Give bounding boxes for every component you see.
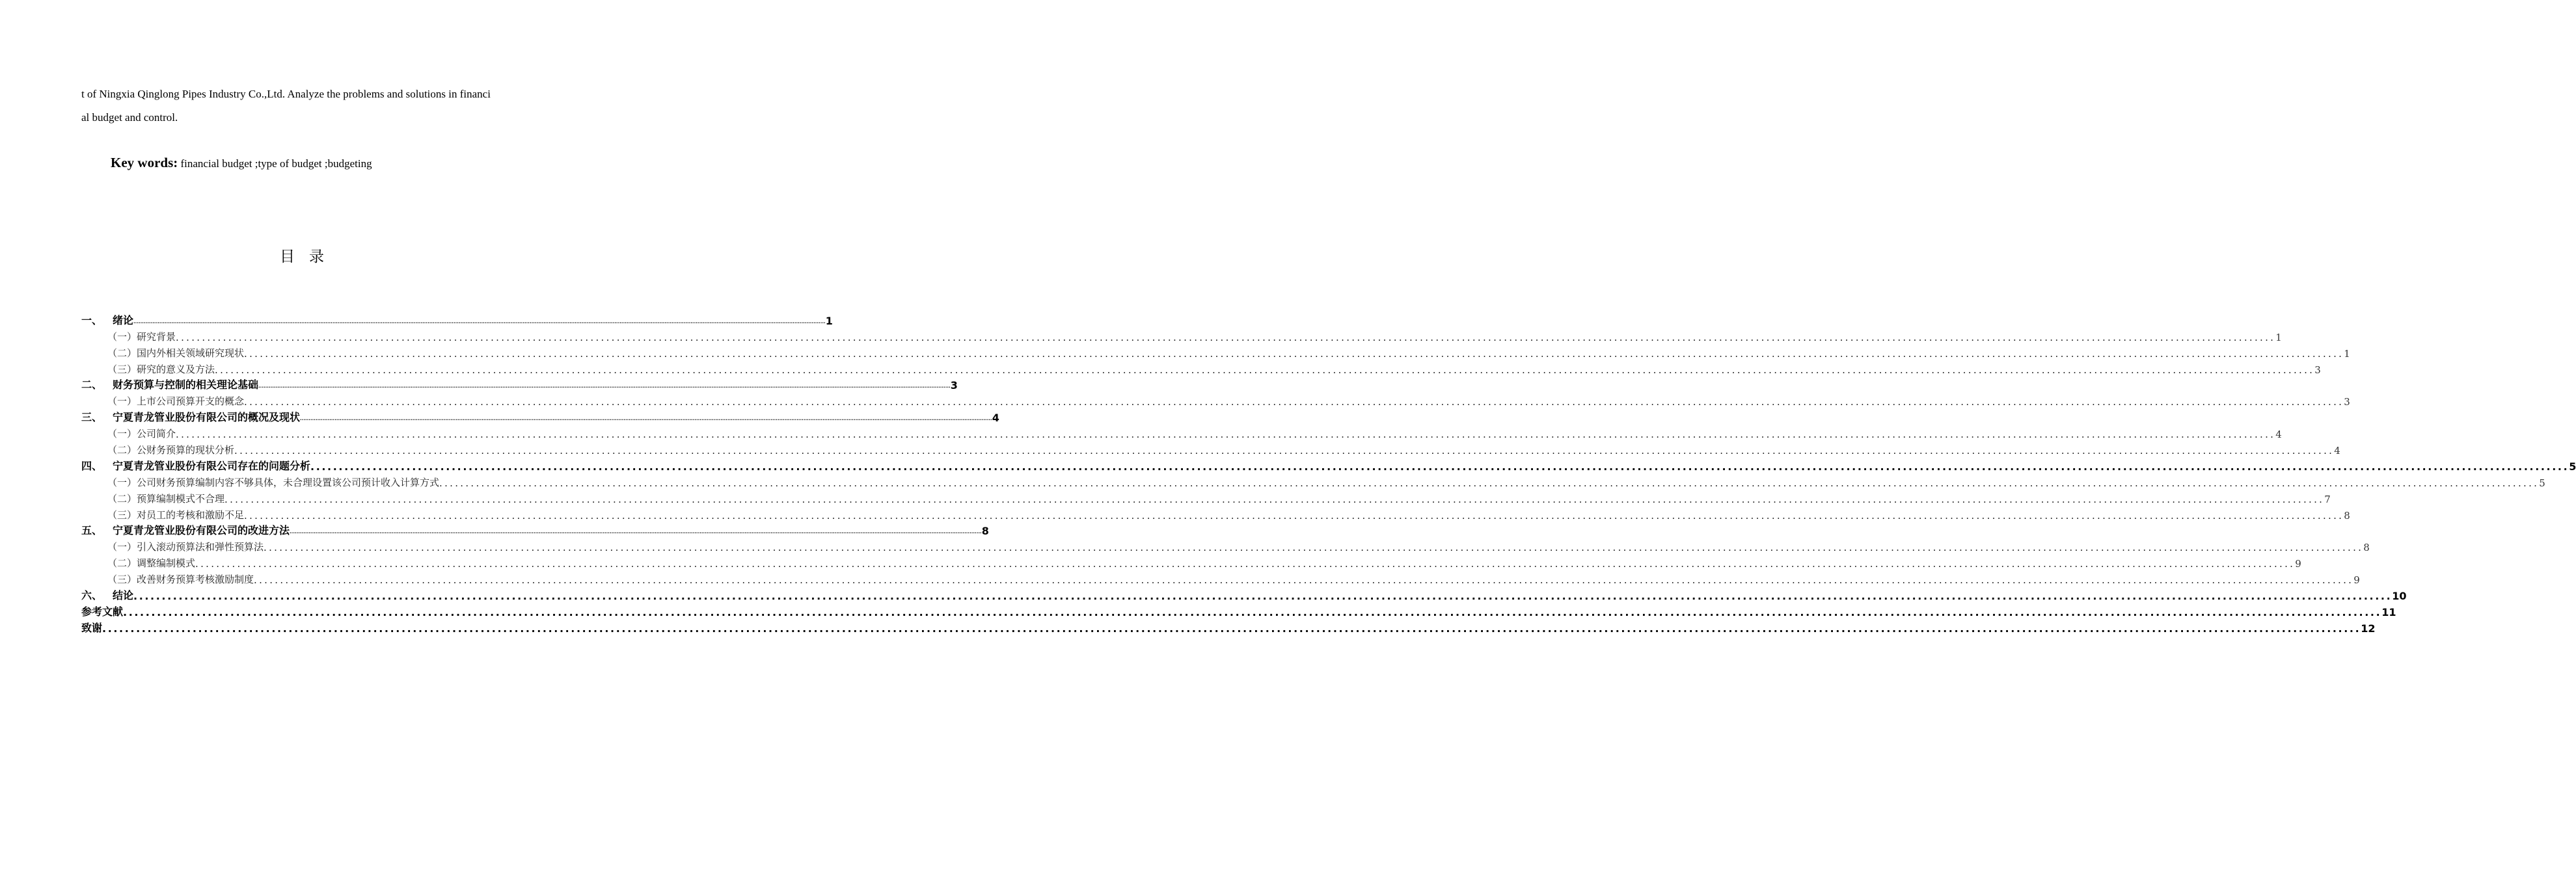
toc-section-title: （三）改善财务预算考核激励制度 [107, 574, 254, 586]
toc-chapter-title: 致谢 [81, 621, 103, 634]
toc-page-number: 3 [2344, 396, 2350, 408]
toc-section-1-2[interactable] [81, 343, 2350, 360]
toc-leader-dots: ................................................................................................................................................................................................................................................................................................................................................................................................................ [254, 574, 2354, 587]
toc-leader-dots: ................................................................................................................................................................................................................................................................................................................................................................................................................ [176, 331, 2276, 343]
toc-section-5-1[interactable] [81, 537, 2370, 554]
toc-page-number: 3 [2314, 364, 2321, 376]
toc-leader-dots: ................................................................................................................................................................................................................................................................................................................................................................................................................ [215, 364, 2315, 376]
toc-section-5-3[interactable] [81, 570, 2360, 587]
toc-section-5-2[interactable] [81, 553, 2301, 570]
keywords-label: Key words: [111, 155, 178, 170]
toc-section-title: （一）研究背景 [107, 330, 176, 343]
toc-leader-dots: ................................................................................................................................................................................................................................................................................................................................................................................................................ [290, 529, 982, 535]
toc-page-number: 9 [2353, 574, 2360, 587]
table-of-contents [81, 311, 2576, 635]
toc-section-title: （一）公司简介 [107, 428, 176, 440]
toc-section-title: （三）对员工的考核和激励不足 [107, 509, 245, 521]
toc-chapter-number: 四、 [81, 459, 103, 472]
toc-section-3-1[interactable] [81, 424, 2282, 441]
toc-leader-dots: ................................................................................................................................................................................................................................................................................................................................................................................................................ [133, 319, 826, 324]
toc-page-number: 1 [2344, 347, 2350, 360]
toc-section-title: （二）调整编制模式 [107, 557, 196, 570]
toc-chapter-number: 六、 [81, 589, 103, 602]
toc-section-title: （二）预算编制模式不合理 [107, 492, 225, 505]
toc-title: 目录 [280, 248, 338, 265]
toc-page-number: 5 [2539, 477, 2545, 489]
toc-leader-dots: ................................................................................................................................................................................................................................................................................................................................................................................................................ [102, 622, 2361, 635]
toc-section-title: （一）公司财务预算编制内容不够具体，未合理设置该公司预计收入计算方式 [107, 476, 440, 488]
abstract-line-2: al budget and control. [81, 111, 178, 124]
toc-page-number: 9 [2295, 558, 2301, 570]
toc-leader-dots: ................................................................................................................................................................................................................................................................................................................................................................................................................ [133, 590, 2393, 603]
toc-chapter-3[interactable] [81, 408, 999, 425]
toc-references[interactable] [81, 602, 2396, 618]
toc-chapter-number: 一、 [81, 313, 103, 326]
toc-chapter-1[interactable] [81, 311, 833, 327]
toc-page-number: 1 [2275, 331, 2282, 343]
toc-leader-dots: ................................................................................................................................................................................................................................................................................................................................................................................................................ [264, 542, 2364, 554]
toc-chapter-title: 宁夏青龙管业股份有限公司的概况及现状 [113, 411, 301, 424]
toc-section-1-3[interactable] [81, 360, 2321, 376]
toc-section-title: （一）引入滚动预算法和弹性预算法 [107, 541, 264, 553]
toc-chapter-title: 财务预算与控制的相关理论基础 [113, 378, 259, 391]
keywords-text: financial budget ;type of budget ;budgeting [178, 157, 372, 170]
toc-leader-dots: ................................................................................................................................................................................................................................................................................................................................................................................................................ [224, 493, 2325, 505]
toc-page-number: 7 [2324, 493, 2331, 505]
toc-chapter-title: 参考文献 [81, 605, 124, 618]
toc-section-3-2[interactable] [81, 440, 2340, 457]
toc-page-number: 3 [950, 379, 958, 392]
toc-section-title: （二）国内外相关领域研究现状 [107, 347, 245, 359]
toc-chapter-2[interactable] [81, 376, 958, 392]
toc-page-number: 4 [2275, 429, 2282, 441]
toc-page-number: 8 [2344, 509, 2350, 522]
toc-page-number: 5 [2569, 460, 2576, 473]
toc-leader-dots: ................................................................................................................................................................................................................................................................................................................................................................................................................ [176, 429, 2276, 441]
toc-chapter-title: 宁夏青龙管业股份有限公司的改进方法 [113, 524, 290, 537]
toc-chapter-title: 结论 [113, 589, 134, 602]
toc-leader-dots: ................................................................................................................................................................................................................................................................................................................................................................................................................ [195, 558, 2296, 570]
toc-leader-dots: ................................................................................................................................................................................................................................................................................................................................................................................................................ [234, 445, 2335, 457]
toc-page-number: 11 [2381, 605, 2396, 618]
toc-page-number: 4 [992, 412, 999, 425]
toc-page-number: 1 [825, 314, 833, 327]
toc-page-number: 10 [2392, 590, 2407, 603]
toc-chapter-number: 五、 [81, 524, 103, 537]
toc-page-number: 4 [2334, 445, 2340, 457]
toc-leader-dots: ................................................................................................................................................................................................................................................................................................................................................................................................................ [244, 347, 2344, 360]
toc-leader-dots: ................................................................................................................................................................................................................................................................................................................................................................................................................ [300, 416, 992, 422]
toc-chapter-5[interactable] [81, 522, 989, 538]
toc-section-4-3[interactable] [81, 505, 2350, 522]
toc-section-title: （三）研究的意义及方法 [107, 363, 215, 375]
toc-section-2-1[interactable] [81, 391, 2350, 408]
toc-section-4-2[interactable] [81, 489, 2331, 505]
toc-chapter-number: 二、 [81, 378, 103, 391]
toc-acknowledgements[interactable] [81, 618, 2376, 635]
toc-page-number: 8 [981, 525, 989, 538]
toc-chapter-number: 三、 [81, 411, 103, 424]
toc-leader-dots: ................................................................................................................................................................................................................................................................................................................................................................................................................ [244, 509, 2344, 522]
keywords [111, 155, 372, 171]
toc-chapter-6[interactable] [81, 586, 2407, 603]
toc-chapter-title: 宁夏青龙管业股份有限公司存在的问题分析 [113, 459, 311, 472]
toc-leader-dots: ................................................................................................................................................................................................................................................................................................................................................................................................................ [244, 396, 2344, 408]
toc-chapter-title: 绪论 [113, 313, 134, 326]
toc-chapter-4[interactable] [81, 457, 2576, 473]
toc-leader-dots: ................................................................................................................................................................................................................................................................................................................................................................................................................ [258, 384, 951, 390]
toc-section-title: （一）上市公司预算开支的概念 [107, 395, 245, 408]
toc-section-4-1[interactable] [81, 473, 2545, 489]
toc-leader-dots: ................................................................................................................................................................................................................................................................................................................................................................................................................ [123, 605, 2382, 618]
toc-leader-dots: ................................................................................................................................................................................................................................................................................................................................................................................................................ [310, 460, 2569, 473]
abstract-line-1: t of Ningxia Qinglong Pipes Industry Co.,Ltd. Analyze the problems and solutions in financi [81, 88, 491, 100]
toc-section-1-1[interactable] [81, 327, 2282, 343]
toc-page-number: 8 [2363, 542, 2370, 554]
toc-section-title: （二）公财务预算的现状分析 [107, 444, 235, 457]
toc-leader-dots: ................................................................................................................................................................................................................................................................................................................................................................................................................ [439, 477, 2540, 489]
toc-page-number: 12 [2361, 622, 2376, 635]
